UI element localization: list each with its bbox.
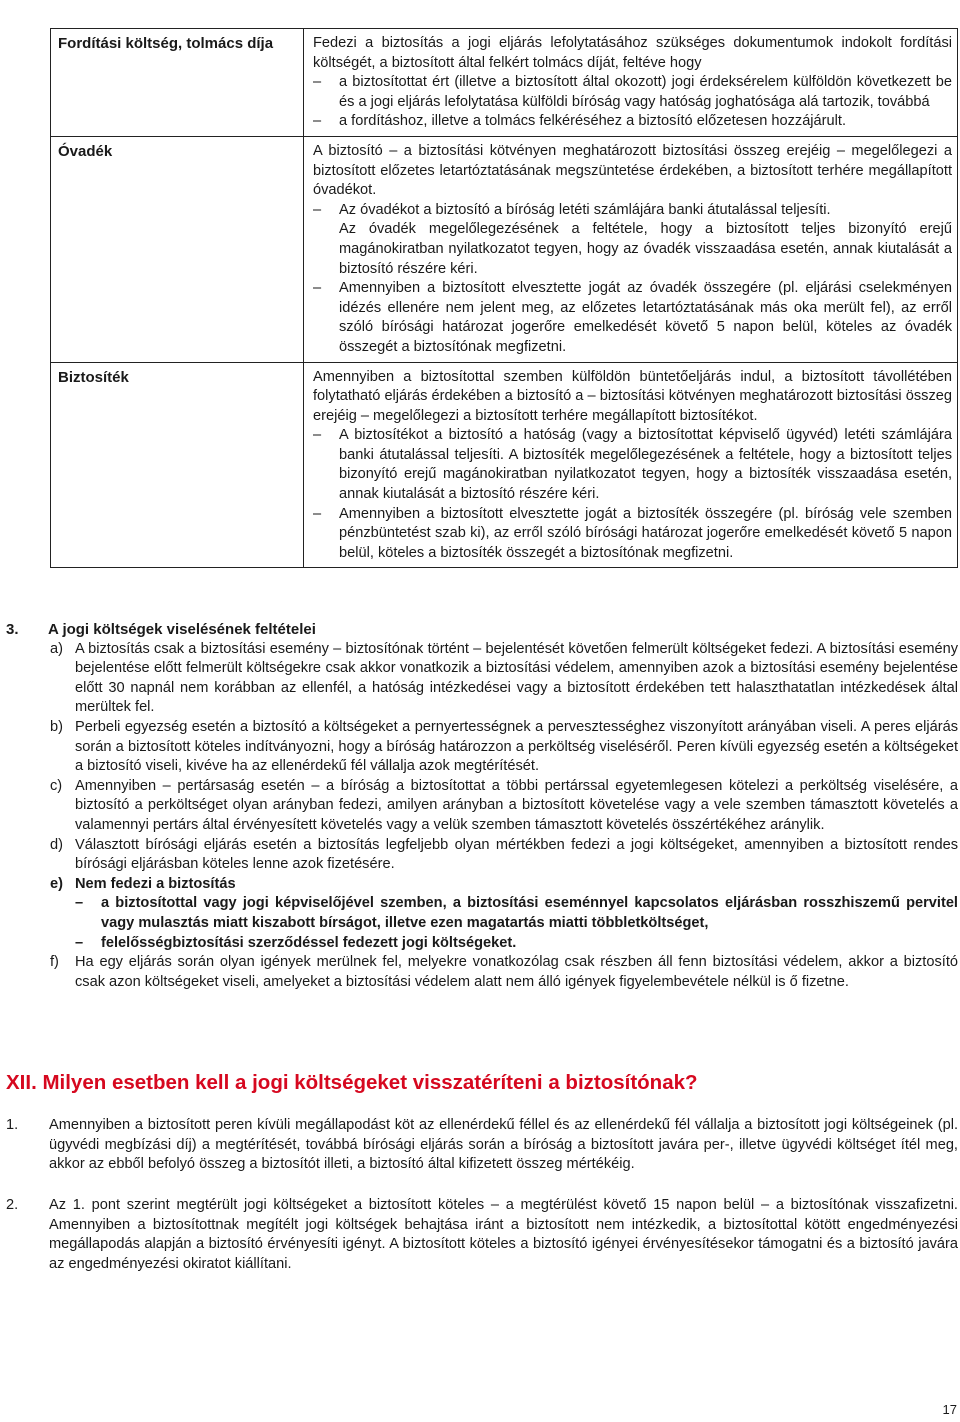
list-text: Perbeli egyezség esetén a biztosító a költségeket a pernyertességnek a pervesztességhez viszonyított arányában viseli. A peres eljárás során a biztosított köteles indítványozni, hogy a bíróság határozzon a perköltség viseléséről. Peren kívüli egyezség esetén a költségeket a biztosító viseli, kivéve ha az ellenérdekű fél vállalja azok megtérítését. <box>75 718 958 775</box>
table-row <box>51 362 958 568</box>
dash-item <box>313 201 952 221</box>
section-heading <box>6 620 958 640</box>
dash-item <box>313 505 952 564</box>
list-item <box>6 718 958 777</box>
description-intro: Fedezi a biztosítás a jogi eljárás lefolytatásához szükséges dokumentumok indokolt fordítási költségét, a biztosított által felkért tolmács díját, feltéve hogy <box>313 35 952 71</box>
description-intro: A biztosító – a biztosítási kötvényen meghatározott biztosítási összeg erejéig – megelőlegezi a biztosított előzetes letartóztatásának megszüntetése érdekében, a biztosított terhére megállapított óvadékot. <box>313 142 952 199</box>
description-cell <box>304 136 958 362</box>
definitions-table <box>50 28 958 568</box>
table-row <box>51 29 958 137</box>
dash-mark: – <box>75 934 84 951</box>
dash-item <box>313 112 952 132</box>
term-cell: Fordítási költség, tolmács díja <box>51 29 304 137</box>
dash-mark: – <box>313 505 322 522</box>
dash-mark: – <box>313 113 322 130</box>
list-text: A biztosítás csak a biztosítási esemény – biztosítónak történt – bejelentését követően felmerült költségeket fedezi. A biztosítási esemény bejelentése előtt felmerült költségekre csak akkor vonatkozik a biztosítási védelem, amennyiben azok a biztosítási esemény bejelentése előtt 30 napnál nem korábban az ellenfél, a hatóság intézkedései vagy a biztosított érdekében tett halaszthatatlan intézkedések által merültek fel. <box>75 640 958 716</box>
term-cell: Óvadék <box>51 136 304 362</box>
list-item <box>6 777 958 836</box>
chapter-title: XII. Milyen esetben kell a jogi költségeket visszatéríteni a biztosítónak? <box>6 1071 698 1094</box>
section-number: 3. <box>6 621 19 638</box>
list-marker: a) <box>50 640 63 657</box>
list-item <box>6 875 958 895</box>
dash-text: Amennyiben a biztosított elvesztette jogát a biztosíték összegére (pl. bíróság vele szemben pénzbüntetést szab ki), az erről szóló bírósági határozat jogerőre emelkedését követő 5 napon belül, köteles a biztosíték összegét a biztosítónak megfizetni. <box>339 505 952 561</box>
dash-text: felelősségbiztosítási szerződéssel fedezett jogi költségeket. <box>101 934 517 951</box>
list-text: Nem fedezi a biztosítás <box>75 875 236 892</box>
page-number: 17 <box>942 1402 957 1418</box>
list-text: Amennyiben – pertársaság esetén – a bíróság a biztosítottat a többi pertárssal egyetemlegesen kötelezi a perköltség viselésére, a biztosító a perköltséget olyan arányban fedezi, amilyen arányban a biztosított követelése vagy a vele szemben támasztott követelés a valamennyi pertárs által érvényesített követelés vagy a velük szemben támasztott követelés összértékéhez aránylik. <box>75 777 958 833</box>
list-marker: d) <box>50 836 63 853</box>
description-cell <box>304 29 958 137</box>
list-text: Az 1. pont szerint megtérült jogi költségeket a biztosított köteles – a megtérülést követő 15 napon belül – a biztosítónak visszafizetni. Amennyiben a biztosítottnak megítélt jogi költségek behajtása iránt a biztosított nem intézkedik, a biztosítottal kötött engedményezési megállapodás alapján a biztosító érvényesíti igényt. A biztosított köteles a biztosító igényei érvényesítésekor támogatni és a biztosító javára az engedményezési okiratot kiállítani. <box>49 1197 958 1272</box>
dash-text: Az óvadékot a biztosító a bíróság letéti számlájára banki átutalással teljesíti. <box>339 201 831 218</box>
list-marker: 2. <box>6 1197 19 1213</box>
dash-mark: – <box>313 427 322 444</box>
dash-mark: – <box>313 74 322 91</box>
exclusion-dash-item <box>6 934 958 954</box>
list-marker: e) <box>50 875 63 892</box>
dash-text: A biztosítékot a biztosító a hatóság (vagy a biztosítottat képviselő ügyvéd) letéti számlájára banki átutalással teljesíti. A biztosíték megelőlegezésének a feltétele, hogy a biztosított teljes bizonyító erejű magánokiratban nyilatkozatot tegyen, hogy a biztosíték visszaadása esetén, annak kiutalását a biztosító részére kéri. <box>339 427 952 503</box>
list-item <box>6 640 958 718</box>
list-marker: 1. <box>6 1117 19 1133</box>
list-item <box>6 1196 958 1274</box>
list-item <box>6 1116 958 1175</box>
list-item <box>6 953 958 992</box>
list-marker: f) <box>50 954 59 971</box>
dash-text: a fordításhoz, illetve a tolmács felkéréséhez a biztosító előzetesen hozzájárult. <box>339 113 846 130</box>
dash-text: Amennyiben a biztosított elvesztette jogát az óvadék összegére (pl. eljárási cselekményen idézés ellenére nem jelent meg, az előzetes letartóztatásának más oka merült fel), az erről szóló bírósági határozat jogerőre emelkedését követő 5 napon belül, köteles az óvadék összegét a biztosítónak megfizetni. <box>339 280 952 355</box>
dash-mark: – <box>75 895 84 912</box>
dash-item <box>313 279 952 357</box>
list-text: Ha egy eljárás során olyan igények merülnek fel, melyekre vonatkozólag csak részben áll fenn biztosítási védelem, akkor a biztosító csak azon költségeket viseli, amelyeket a biztosítási védelem alatt nem álló igények figyelembevétele nélkül is ő fizetne. <box>75 954 958 990</box>
numbered-item-2 <box>6 1196 958 1274</box>
list-item <box>6 836 958 875</box>
list-text: Választott bírósági eljárás esetén a biztosítás legfeljebb olyan mértékben fedezi a jogi költségeket, amennyiben a biztosított rendes bírósági eljárásban köteles lenne azok fizetésére. <box>75 836 958 873</box>
list-marker: b) <box>50 718 63 735</box>
dash-item <box>313 73 952 112</box>
dash-item <box>313 426 952 504</box>
dash-mark: – <box>313 280 322 297</box>
dash-mark: – <box>313 201 322 218</box>
list-marker: c) <box>50 777 63 794</box>
exclusion-dash-item <box>6 894 958 933</box>
dash-text: a biztosítottal vagy jogi képviselőjével szemben, a biztosítási eseménnyel kapcsolatos eljárásban rosszhiszemű pervitel vagy mulasztás miatt kiszabott bírságot, illetve ezen magatartás miatti többletköltséget, <box>101 895 958 931</box>
numbered-item-1 <box>6 1116 958 1175</box>
section-3 <box>6 620 958 992</box>
table-row <box>51 136 958 362</box>
dash-text: a biztosítottat ért (illetve a biztosított által okozott) jogi érdeksérelem külföldön következett be és a jogi eljárás lefolytatása külföldi bíróság vagy hatóság joghatósága alá tartozik, továbbá <box>339 74 952 110</box>
section-title: A jogi költségek viselésének feltételei <box>48 621 316 638</box>
description-intro: Amennyiben a biztosítottal szemben külföldön büntetőeljárás indul, a biztosított távollétében folytatható eljárás érdekében a biztosító a – biztosítási kötvényen meghatározott biztosítási összeg erejéig – megelőlegezi a biztosított terhére megállapított biztosítékot. <box>313 368 952 424</box>
indented-paragraph: Az óvadék megelőlegezésének a feltétele, hogy a biztosított teljes bizonyító erejű magánokiratban nyilatkozatot tegyen, hogy az óvadék visszaadása esetén, annak kiutalását a biztosító részére kéri. <box>339 221 952 277</box>
list-text: Amennyiben a biztosított peren kívüli megállapodást köt az ellenérdekű féllel és az ellenérdekű fél vállalja a biztosított jogi költségeinek (pl. ügyvédi megbízási díj) a megtérítését, továbbá bírósági eljárás során a bíróság a biztosított javára per-, illetve ügyvédi költséget ítél meg, akkor az ebből befolyó összeg a biztosítót illeti, a biztosító által kifizetett összeg mértékéig. <box>49 1117 958 1173</box>
description-cell <box>304 362 958 568</box>
term-cell: Biztosíték <box>51 362 304 568</box>
